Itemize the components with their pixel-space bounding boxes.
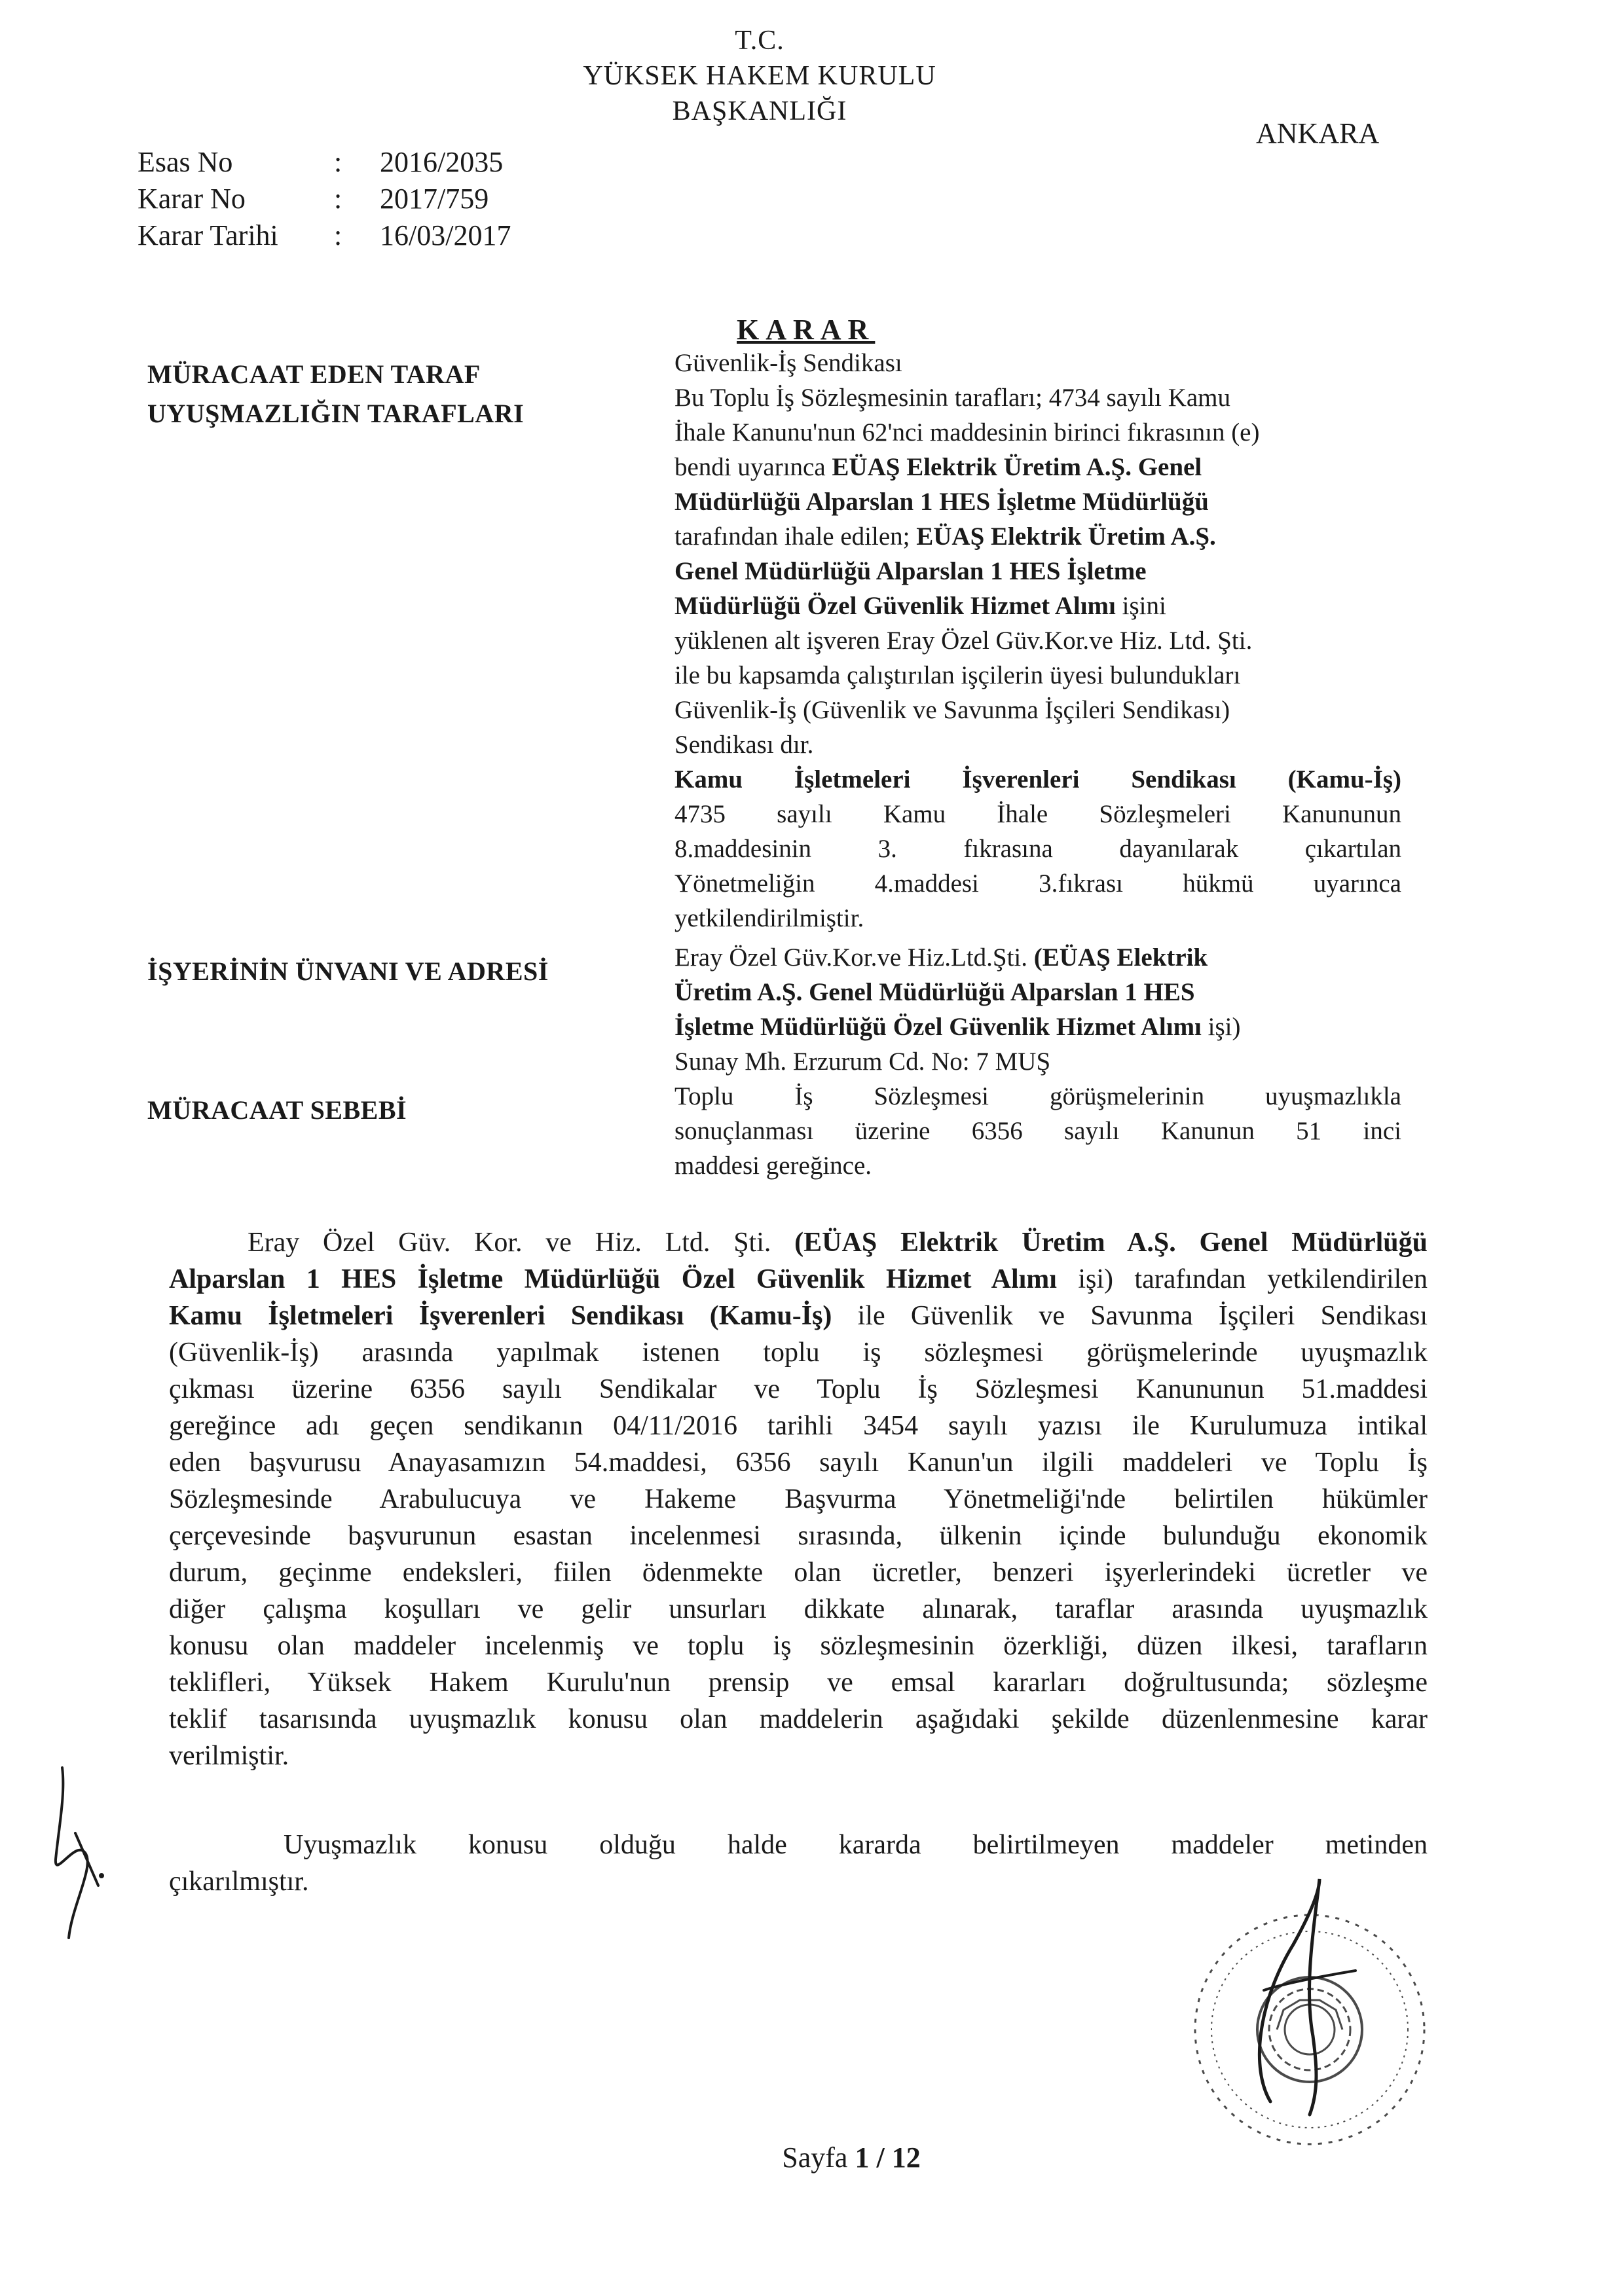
meta-esas: [138, 145, 503, 179]
page-footer: [753, 2141, 950, 2174]
parties-bold: EÜAŞ Elektrik Üretim A.Ş. Genel: [832, 453, 1202, 481]
parties-line: İhale Kanunu'nun 62'nci maddesinin birinci fıkrasının (e): [674, 418, 1260, 446]
parties-line: Bu Toplu İş Sözleşmesinin tarafları; 4734 sayılı Kamu: [674, 384, 1231, 412]
paragraph-bold: (EÜAŞ Elektrik Üretim A.Ş. Genel Müdürlüğü: [794, 1228, 1428, 1258]
parties-line: Genel Müdürlüğü Alparslan 1 HES İşletme: [674, 557, 1147, 585]
kamu-is-name: Kamu İşletmeleri İşverenleri Sendikası (Kamu-İş): [674, 765, 1401, 793]
paragraph-line: gereğince adı geçen sendikanın 04/11/2016 tarihli 3454 sayılı yazısı ile Kurulumuza intikal: [169, 1411, 1428, 1441]
tarih-label: Karar Tarihi: [138, 219, 278, 251]
parties-line: Güvenlik-İş (Güvenlik ve Savunma İşçileri Sendikası): [674, 696, 1230, 724]
official-seal-icon: [1153, 1872, 1454, 2154]
parties-line: Müdürlüğü Alparslan 1 HES İşletme Müdürlüğü: [674, 488, 1209, 516]
label-taraflar: UYUŞMAZLIĞIN TARAFLARI: [147, 399, 525, 428]
esas-value: 2016/2035: [380, 146, 504, 178]
workplace-address: Sunay Mh. Erzurum Cd. No: 7 MUŞ: [674, 1048, 1051, 1076]
footer-sayfa: Sayfa: [782, 2141, 848, 2174]
reason-line: sonuçlanması üzerine 6356 sayılı Kanunun 51 inci: [674, 1117, 1401, 1145]
kamu-is-line: 4735 sayılı Kamu İhale Sözleşmeleri Kanununun: [674, 800, 1401, 828]
paragraph-text: işi) tarafından yetkilendirilen: [1056, 1264, 1428, 1294]
parties-text: bendi uyarınca: [674, 453, 832, 481]
reason-block: [674, 1079, 1401, 1183]
paragraph-bold: Kamu İşletmeleri İşverenleri Sendikası (Kamu-İş): [169, 1301, 832, 1331]
workplace-line: [674, 940, 1401, 975]
paragraph-text: Eray Özel Güv. Kor. ve Hiz. Ltd. Şti.: [248, 1228, 795, 1258]
header-tc: T.C.: [735, 26, 784, 56]
karar-colon: :: [334, 183, 342, 215]
paragraph-line: [169, 1298, 1428, 1334]
label-sebep: MÜRACAAT SEBEBİ: [147, 1095, 407, 1125]
esas-label: Esas No: [138, 146, 233, 178]
parties-text: işini: [1115, 592, 1166, 620]
meta-karar: [138, 182, 489, 216]
applicant-name: Güvenlik-İş Sendikası: [674, 349, 902, 377]
header-baskanlik: BAŞKANLIĞI: [672, 96, 847, 126]
parties-line: [674, 519, 1401, 554]
paragraph-line: verilmiştir.: [169, 1741, 289, 1771]
paragraph-bold: Alparslan 1 HES İşletme Müdürlüğü Özel Güvenlik Hizmet Alımı: [169, 1264, 1057, 1294]
header-kurul: YÜKSEK HAKEM KURULU: [583, 61, 936, 91]
parties-block: [674, 346, 1401, 936]
workplace-line: [674, 1010, 1401, 1044]
label-muracaat-eden: MÜRACAAT EDEN TARAF: [147, 359, 481, 389]
paragraph-line: eden başvurusu Anayasamızın 54.maddesi, 6356 sayılı Kanun'un ilgili maddeleri ve Toplu İş: [169, 1448, 1428, 1478]
workplace-text: işi): [1201, 1013, 1241, 1041]
paragraph-line: durum, geçinme endeksleri, fiilen ödenmekte olan ücretler, benzeri işyerlerindeki ücretler ve: [169, 1558, 1428, 1588]
esas-colon: :: [334, 146, 342, 178]
workplace-text: Eray Özel Güv.Kor.ve Hiz.Ltd.Şti.: [674, 943, 1034, 972]
paragraph-line: Uyuşmazlık konusu olduğu halde kararda belirtilmeyen maddeler metinden: [284, 1830, 1428, 1860]
tarih-value: 16/03/2017: [380, 219, 511, 251]
reason-line: maddesi gereğince.: [674, 1152, 872, 1180]
parties-line: Sendikası dır.: [674, 731, 814, 759]
decision-paragraph: [169, 1224, 1428, 1774]
reason-line: Toplu İş Sözleşmesi görüşmelerinin uyuşmazlıkla: [674, 1082, 1401, 1110]
workplace-block: [674, 940, 1401, 1079]
parties-line: [674, 589, 1401, 623]
paragraph-line: çıkması üzerine 6356 sayılı Sendikalar ve Toplu İş Sözleşmesi Kanununun 51.maddesi: [169, 1374, 1428, 1404]
paragraph-text: ile Güvenlik ve Savunma İşçileri Sendikası: [832, 1301, 1428, 1331]
parties-line: yüklenen alt işveren Eray Özel Güv.Kor.ve Hiz. Ltd. Şti.: [674, 627, 1253, 655]
signature-icon: [36, 1755, 115, 1951]
footer-total-pages: 12: [891, 2141, 921, 2174]
parties-bold: Müdürlüğü Özel Güvenlik Hizmet Alımı: [674, 592, 1116, 620]
paragraph-line: [169, 1224, 1428, 1261]
kamu-is-line: Yönetmeliğin 4.maddesi 3.fıkrası hükmü uyarınca: [674, 869, 1401, 898]
meta-tarih: [138, 219, 511, 253]
decision-title: KARAR: [737, 314, 876, 346]
karar-value: 2017/759: [380, 183, 489, 215]
paragraph-line: konusu olan maddeler incelenmiş ve toplu iş sözleşmesinin özerkliği, düzen ilkesi, tarafların: [169, 1631, 1428, 1661]
workplace-bold: (EÜAŞ Elektrik: [1033, 943, 1208, 972]
paragraph-line: çıkarılmıştır.: [169, 1867, 309, 1897]
paragraph-line: diğer çalışma koşulları ve gelir unsurları dikkate alınarak, taraflar arasında uyuşmazlık: [169, 1594, 1428, 1624]
paragraph-line: Sözleşmesinde Arabulucuya ve Hakeme Başvurma Yönetmeliği'nde belirtilen hükümler: [169, 1484, 1428, 1514]
parties-bold: EÜAŞ Elektrik Üretim A.Ş.: [916, 522, 1216, 551]
tarih-colon: :: [334, 219, 342, 251]
footer-separator: /: [876, 2141, 885, 2174]
parties-line: ile bu kapsamda çalıştırılan işçilerin üyesi bulundukları: [674, 661, 1241, 689]
paragraph-line: teklif tasarısında uyuşmazlık konusu olan maddelerin aşağıdaki şekilde düzenlenmesine karar: [169, 1704, 1428, 1734]
workplace-line: Üretim A.Ş. Genel Müdürlüğü Alparslan 1 HES: [674, 978, 1195, 1006]
label-isyeri: İŞYERİNİN ÜNVANI VE ADRESİ: [147, 957, 549, 986]
workplace-bold: İşletme Müdürlüğü Özel Güvenlik Hizmet Alımı: [674, 1013, 1202, 1041]
paragraph-line: (Güvenlik-İş) arasında yapılmak istenen toplu iş sözleşmesi görüşmelerinde uyuşmazlık: [169, 1338, 1428, 1368]
parties-text: tarafından ihale edilen;: [674, 522, 917, 551]
footer-current-page: 1: [855, 2141, 870, 2174]
paragraph-line: çerçevesinde başvurunun esastan incelenmesi sırasında, ülkenin içinde bulunduğu ekonomik: [169, 1521, 1428, 1551]
paragraph-line: teklifleri, Yüksek Hakem Kurulu'nun prensip ve emsal kararları doğrultusunda; sözleşme: [169, 1667, 1428, 1698]
paragraph-line: [169, 1261, 1428, 1298]
parties-line: [674, 450, 1401, 484]
karar-label: Karar No: [138, 183, 246, 215]
header-city: ANKARA: [1256, 117, 1380, 149]
kamu-is-line: 8.maddesinin 3. fıkrasına dayanılarak çıkartılan: [674, 835, 1401, 863]
kamu-is-line: yetkilendirilmiştir.: [674, 904, 864, 932]
